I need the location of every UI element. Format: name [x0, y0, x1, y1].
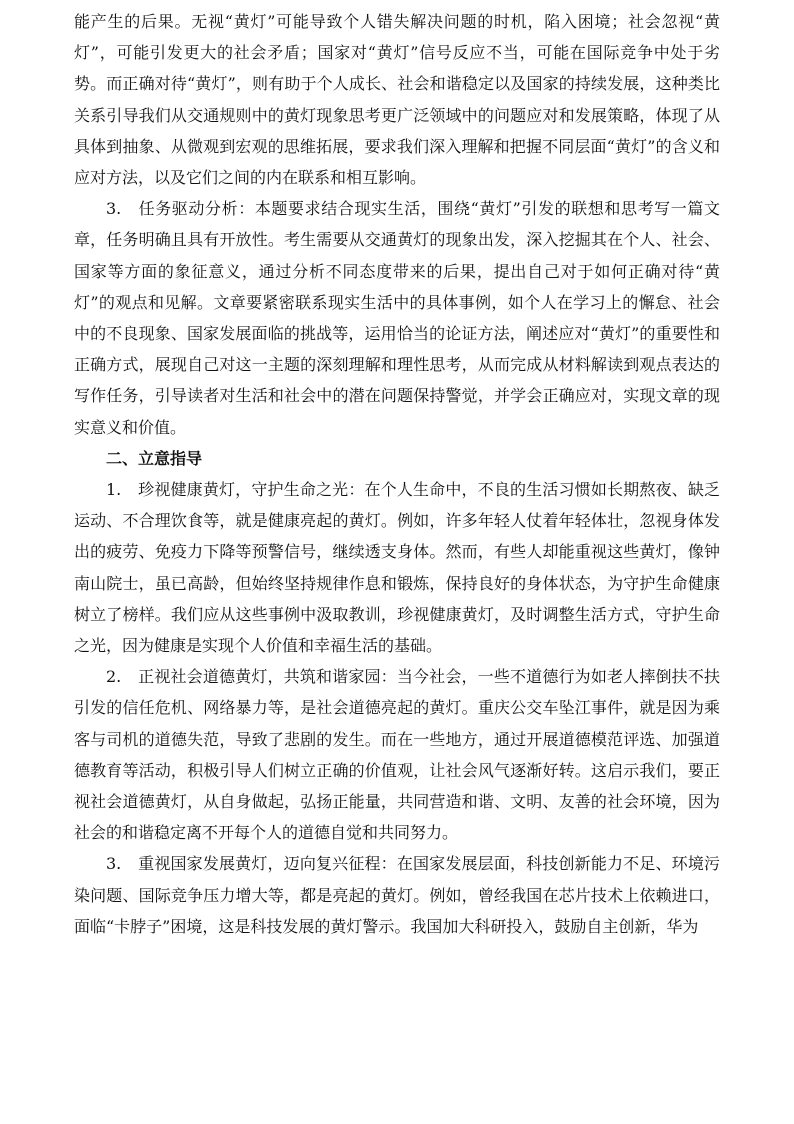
- paragraph-text: 重视国家发展黄灯，迈向复兴征程：在国家发展层面，科技创新能力不足、环境污染问题、国际竞争压力增大等，都是亮起的黄灯。例如，曾经我国在芯片技术上依赖进口，面临“卡脖子”困境，这是科技发展的黄灯警示。我国加大科研投入，鼓励自主创新，华为: [74, 854, 720, 936]
- paragraph-continuation: 能产生的后果。无视“黄灯”可能导致个人错失解决问题的时机，陷入困境；社会忽视“黄灯”，可能引发更大的社会矛盾；国家对“黄灯”信号反应不当，可能在国际竞争中处于劣势。而正确对待“黄灯”，则有助于个人成长、社会和谐稳定以及国家的持续发展，这种类比关系引导我们从交通规则中的黄灯现象思考更广泛领域中的问题应对和发展策略，体现了从具体到抽象、从微观到宏观的思维拓展，要求我们深入理解和把握不同层面“黄灯”的含义和应对方法，以及它们之间的内在联系和相互影响。: [74, 12, 720, 188]
- paragraph-text: 珍视健康黄灯，守护生命之光：在个人生命中，不良的生活习惯如长期熬夜、缺乏运动、不合理饮食等，就是健康亮起的黄灯。例如，许多年轻人仗着年轻体壮，忽视身体发出的疲劳、免疫力下降等预警信号，继续透支身体。然而，有些人却能重视这些黄灯，像钟南山院士，虽已高龄，但始终坚持规律作息和锻炼，保持良好的身体状态，为守护生命健康树立了榜样。我们应从这些事例中汲取教训，珍视健康黄灯，及时调整生活方式，守护生命之光，因为健康是实现个人价值和幸福生活的基础。: [74, 480, 720, 656]
- item-number: 3.: [106, 854, 122, 874]
- item-number: 2.: [106, 667, 122, 687]
- paragraph-text: 正视社会道德黄灯，共筑和谐家园：当今社会，一些不道德行为如老人摔倒扶不扶引发的信任危机、网络暴力等，是社会道德亮起的黄灯。重庆公交车坠江事件，就是因为乘客与司机的道德失范，导致了悲剧的发生。而在一些地方，通过开展道德模范评选、加强道德教育等活动，积极引导人们树立正确的价值观，让社会风气逐渐好转。这启示我们，要正视社会道德黄灯，从自身做起，弘扬正能量，共同营造和谐、文明、友善的社会环境，因为社会的和谐稳定离不开每个人的道德自觉和共同努力。: [74, 667, 720, 843]
- paragraph-national-yellow-light: [74, 848, 720, 942]
- paragraph-health-yellow-light: [74, 474, 720, 661]
- item-number: 1.: [106, 480, 122, 500]
- paragraph-moral-yellow-light: [74, 661, 720, 848]
- paragraph-task-analysis: [74, 193, 720, 443]
- section-heading: 二、立意指导: [106, 448, 203, 468]
- item-number: 3.: [106, 199, 122, 219]
- paragraph-text: 任务驱动分析：本题要求结合现实生活，围绕“黄灯”引发的联想和思考写一篇文章，任务明确且具有开放性。考生需要从交通黄灯的现象出发，深入挖掘其在个人、社会、国家等方面的象征意义，通过分析不同态度带来的后果，提出自己对于如何正确对待“黄灯”的观点和见解。文章要紧密联系现实生活中的具体事例，如个人在学习上的懈怠、社会中的不良现象、国家发展面临的挑战等，运用恰当的论证方法，阐述应对“黄灯”的重要性和正确方式，展现自己对这一主题的深刻理解和理性思考，从而完成从材料解读到观点表达的写作任务，引导读者对生活和社会中的潜在问题保持警觉，并学会正确应对，实现文章的现实意义和价值。: [74, 199, 720, 437]
